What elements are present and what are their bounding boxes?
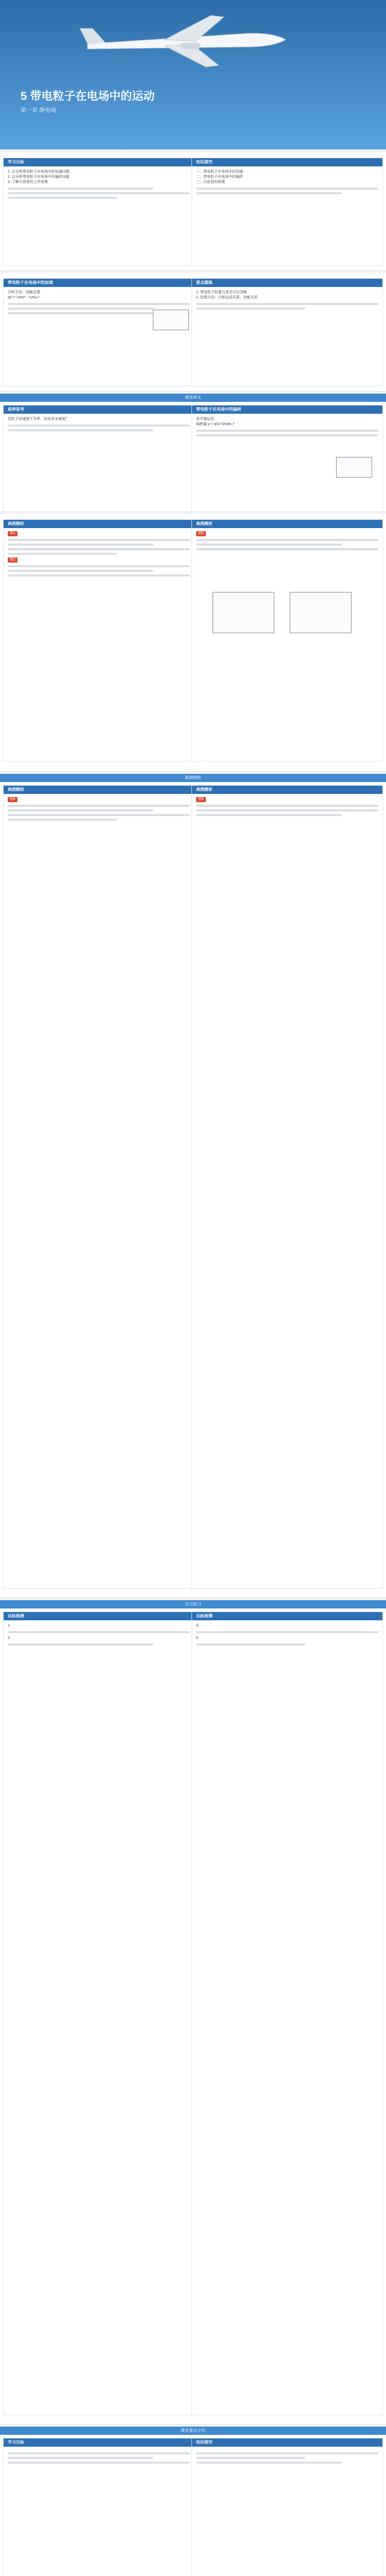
slide-title: 知识探究 bbox=[192, 2438, 382, 2447]
slide-row-3 bbox=[0, 394, 386, 512]
text-line bbox=[8, 2457, 153, 2459]
slide-title: 带电粒子在电场中的偏转 bbox=[192, 405, 382, 414]
slide-row-7 bbox=[0, 2427, 386, 2576]
text-line bbox=[196, 430, 378, 432]
slide-summary-2 bbox=[191, 2438, 383, 2576]
text-line bbox=[8, 1643, 153, 1646]
slide-title: 带电粒子在电场中的加速 bbox=[4, 279, 194, 287]
text-line bbox=[8, 814, 190, 816]
slide-practice-2 bbox=[191, 1612, 383, 2415]
text-line bbox=[8, 805, 190, 807]
slide-line: 偏移量 y = qUL²/2mdv₀² bbox=[196, 422, 234, 426]
slide-row-4 bbox=[0, 514, 386, 772]
text-line bbox=[8, 553, 117, 555]
slide-practice bbox=[3, 1612, 195, 2415]
slide-title: 学习目标 bbox=[4, 158, 194, 166]
text-line bbox=[196, 434, 378, 436]
slide-line: 一、带电粒子在电场中的加速 bbox=[196, 170, 243, 174]
slide-line: 二、带电粒子在电场中的偏转 bbox=[196, 175, 243, 179]
text-line bbox=[8, 2462, 190, 2464]
text-line bbox=[8, 565, 190, 567]
slide-line: 3. bbox=[196, 1624, 199, 1628]
section-label: 对点练习 bbox=[0, 1600, 386, 1608]
slide-example bbox=[3, 519, 195, 761]
text-line bbox=[196, 548, 378, 550]
slide-example-figures bbox=[191, 519, 383, 761]
text-line bbox=[8, 544, 153, 546]
slide-example-long-2 bbox=[191, 785, 383, 1589]
text-line bbox=[196, 544, 342, 546]
airplane-image bbox=[77, 13, 293, 70]
slide-line: 分析方法：动能定理 bbox=[8, 291, 40, 294]
slide-line: qU = ½mv² - ½mv₀² bbox=[8, 296, 40, 299]
text-line bbox=[8, 429, 153, 431]
text-line bbox=[8, 539, 190, 541]
slide-line: 三、示波管的原理 bbox=[196, 180, 225, 184]
text-line bbox=[196, 188, 378, 190]
text-line bbox=[8, 2452, 190, 2454]
text-line bbox=[196, 2457, 305, 2459]
slide-line: 4. bbox=[196, 1636, 199, 1640]
slide-line: 1. 会分析带电粒子在电场中的加速问题 bbox=[8, 170, 69, 174]
cover-subtitle: 第一章 静电场 bbox=[21, 107, 57, 113]
text-line bbox=[8, 192, 190, 194]
capacitor-diagram bbox=[153, 310, 189, 330]
text-line bbox=[196, 308, 305, 310]
example-badge: 例3 bbox=[196, 531, 206, 536]
field-diagram bbox=[290, 592, 352, 633]
slide-line: 1. bbox=[8, 1624, 11, 1628]
slide-title: 知识探究 bbox=[192, 158, 382, 166]
text-line bbox=[8, 1631, 190, 1633]
text-line bbox=[8, 188, 153, 190]
slide-title: 延伸思考 bbox=[4, 405, 194, 414]
slide-key-points bbox=[191, 278, 383, 386]
slide-row-6 bbox=[0, 1600, 386, 2425]
section-label: 典例精析 bbox=[0, 774, 386, 782]
text-line bbox=[196, 2452, 378, 2454]
slide-title: 达标检测 bbox=[192, 1612, 382, 1620]
slide-title: 达标检测 bbox=[4, 1612, 194, 1620]
text-line bbox=[196, 539, 378, 541]
slide-line: 2. 会分析带电粒子在电场中的偏转问题 bbox=[8, 175, 69, 179]
slide-learning-goals bbox=[3, 158, 195, 266]
slide-knowledge bbox=[191, 158, 383, 266]
example-badge: 例4 bbox=[8, 797, 17, 802]
slide-line: 若粒子初速度不为零，如何求末速度？ bbox=[8, 417, 69, 421]
text-line bbox=[8, 197, 117, 199]
slide-row-1 bbox=[0, 152, 386, 271]
slide-title: 典例精析 bbox=[4, 786, 194, 794]
slide-summary bbox=[3, 2438, 195, 2576]
slide-line: 1. 带电粒子的重力是否可以忽略 bbox=[196, 291, 247, 294]
text-line bbox=[196, 1643, 305, 1646]
text-line bbox=[196, 809, 378, 811]
slide-title: 学习目标 bbox=[4, 2438, 194, 2447]
deflection-diagram bbox=[336, 457, 372, 478]
slide-line: 3. 了解示波管的工作原理 bbox=[8, 180, 48, 184]
slide-line: 2. bbox=[8, 1636, 11, 1640]
section-label: 课堂讲义 bbox=[0, 394, 386, 402]
slide-title: 典例精析 bbox=[4, 520, 194, 528]
example-badge: 例5 bbox=[196, 797, 206, 802]
slide-title: 典例精析 bbox=[192, 520, 382, 528]
cover-title: 5 带电粒子在电场中的运动 bbox=[21, 90, 155, 103]
slide-row-5 bbox=[0, 774, 386, 1598]
text-line bbox=[8, 570, 153, 572]
text-line bbox=[8, 425, 190, 427]
slide-title: 要点提炼 bbox=[192, 279, 382, 287]
slide-title: 典例精析 bbox=[192, 786, 382, 794]
text-line bbox=[196, 303, 378, 305]
text-line bbox=[196, 814, 342, 816]
example-badge: 例1 bbox=[8, 531, 17, 536]
example-badge: 例2 bbox=[8, 557, 17, 563]
slide-extension bbox=[3, 405, 195, 512]
slide-example-long bbox=[3, 785, 195, 1589]
text-line bbox=[8, 819, 117, 821]
slide-line: 2. 处理方法：力和运动关系、功能关系 bbox=[196, 296, 258, 299]
text-line bbox=[196, 2462, 342, 2464]
slide-acceleration bbox=[3, 278, 195, 386]
slide-line: 类平抛运动 bbox=[196, 417, 214, 421]
text-line bbox=[8, 308, 153, 310]
section-label: 课堂要点小结 bbox=[0, 2427, 386, 2435]
text-line bbox=[196, 805, 378, 807]
text-line bbox=[8, 574, 190, 577]
cover-slide bbox=[0, 0, 386, 149]
slide-deflection bbox=[191, 405, 383, 512]
text-line bbox=[196, 192, 342, 194]
text-line bbox=[8, 303, 190, 305]
text-line bbox=[8, 548, 190, 550]
text-line bbox=[196, 1631, 378, 1633]
text-line bbox=[8, 809, 153, 811]
circuit-diagram bbox=[213, 592, 274, 633]
slide-row-2 bbox=[0, 273, 386, 392]
